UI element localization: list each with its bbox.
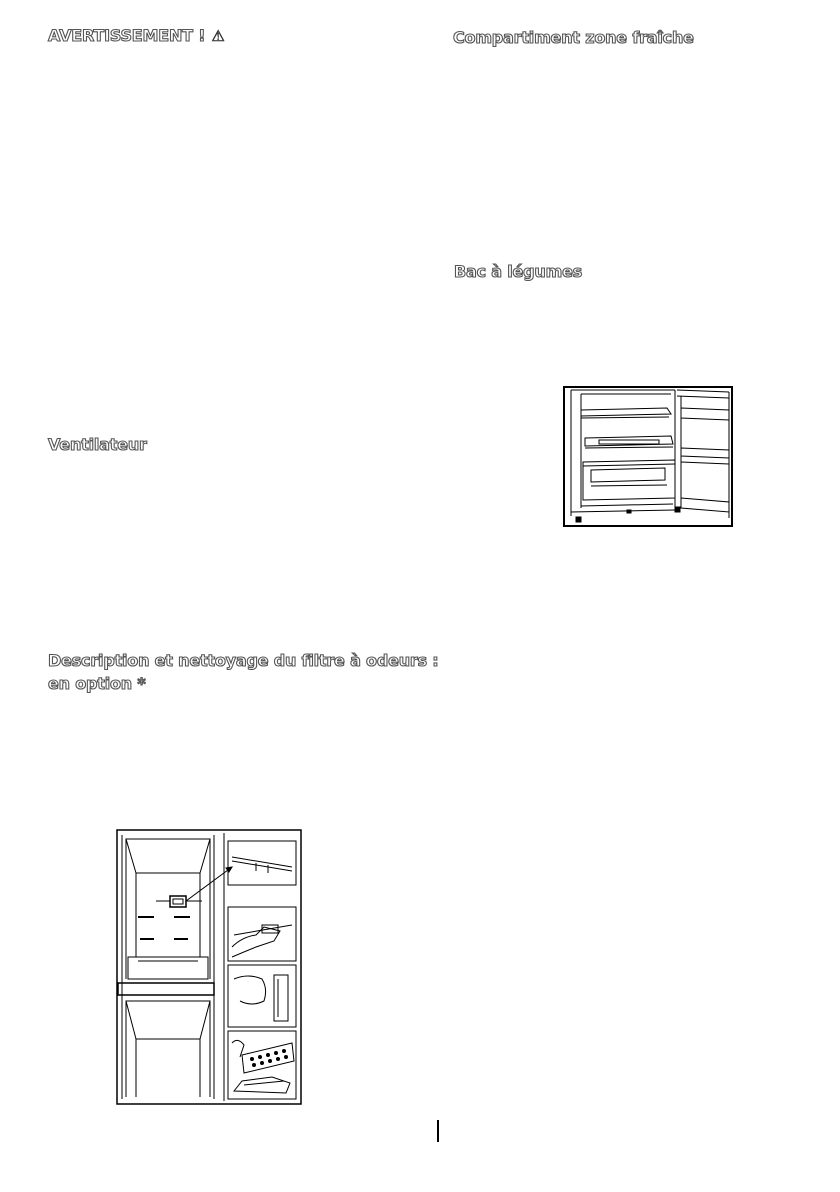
heading-odor-filter: Description et nettoyage du filtre à odeurs : (48, 651, 439, 670)
crisper-drawer-illustration (563, 386, 733, 527)
heading-fan: Ventilateur (48, 435, 147, 454)
heading-warning (48, 24, 225, 48)
warning-triangle-icon: ⚠ (211, 27, 225, 45)
heading-fresh-zone: Compartiment zone fraîche (453, 28, 694, 47)
page-marker-line (437, 1120, 439, 1142)
heading-odor-filter-optional: en option * (48, 674, 146, 693)
heading-crisper: Bac à légumes (454, 262, 583, 281)
heading-warning-text: AVERTISSEMENT ! (48, 26, 206, 45)
odor-filter-cleaning-illustration (116, 829, 302, 1105)
